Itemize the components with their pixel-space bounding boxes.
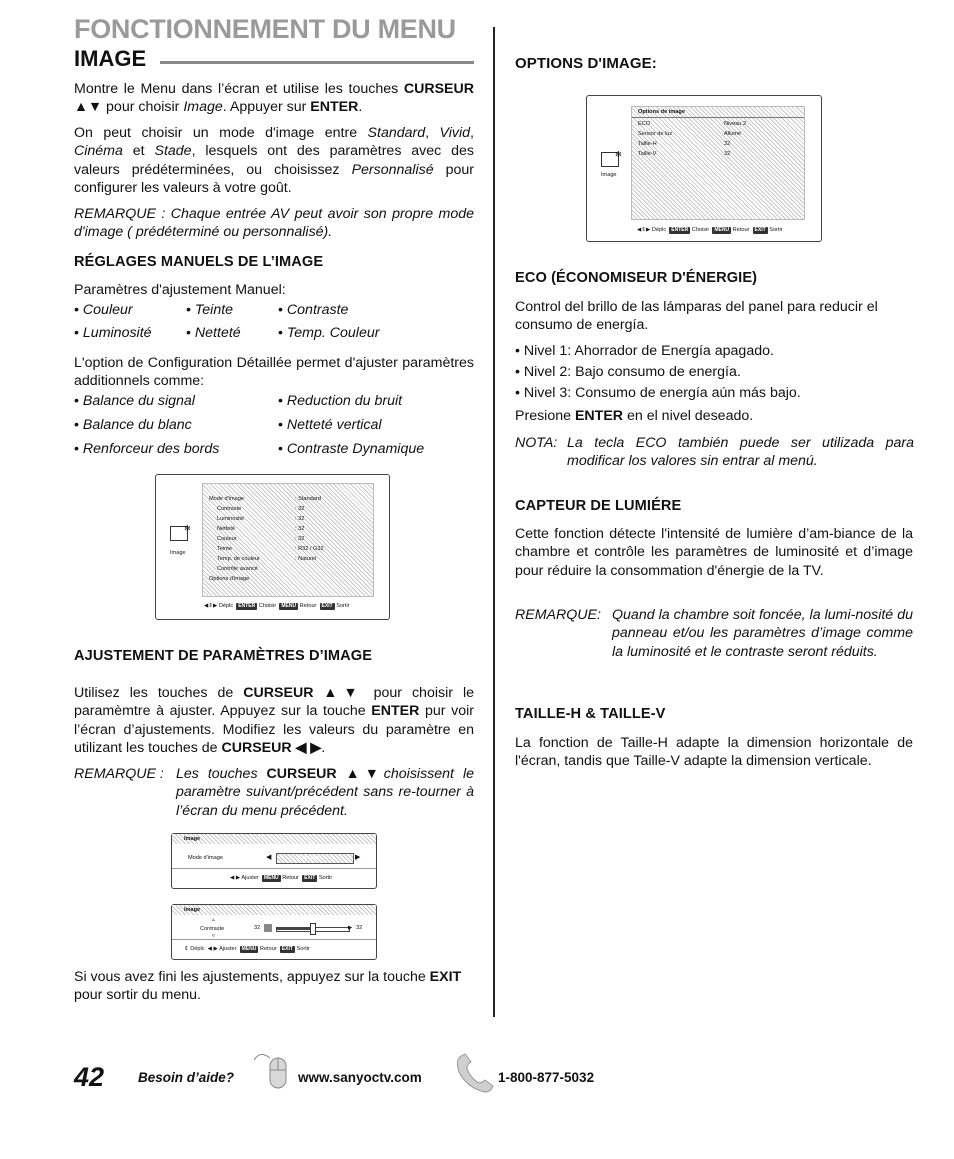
shot-value: Standard (298, 855, 321, 861)
menu-row-label: Contrôle avancé (217, 566, 258, 572)
menu-row-value: : Naturel (295, 556, 317, 562)
gear-icon: ✻ (615, 150, 622, 159)
remark-cursor: Les touches CURSEUR ▲▼choisissent le paramètre suivant/précédent sans re-tourner à l’écran du menu précédent. (176, 766, 474, 819)
menu-row-label: Contraste (217, 506, 242, 512)
list-item: • Couleur (74, 302, 133, 318)
menu-row-value: Allumé (724, 131, 742, 137)
eco-note: La tecla ECO también puede ser utilizada para modificar los valores sin entrar al menú. (567, 435, 914, 470)
menu-row-value: Niveau 2 (724, 121, 747, 127)
remark-label: REMARQUE : (74, 766, 164, 782)
note-label: NOTA: (515, 435, 558, 451)
exit-paragraph: Si vous avez fini les ajustements, appuyez sur la touche EXIT pour sortir du menu. (74, 969, 462, 1004)
menu-row-value: : 32 (295, 536, 305, 542)
menu-row-value: : 32 (295, 506, 305, 512)
menu-row-label: Luminosité (217, 516, 245, 522)
options-menu-screenshot (586, 95, 822, 242)
sensor-heading: CAPTEUR DE LUMIÉRE (515, 498, 682, 514)
list-item: • Contraste Dynamique (278, 441, 425, 457)
menu-row-label: Couleur (217, 536, 237, 542)
menu-row-label: Temp. de couleur (217, 556, 260, 562)
list-item: • Nivel 2: Bajo consumo de energía. (515, 364, 741, 380)
contrast-screenshot (171, 904, 377, 960)
list-item: • Nivel 3: Consumo de energía aún más bajo. (515, 385, 801, 401)
menu-footer: ◀⇕▶ Déplc ENTER Choisir MENU Retour EXIT Sortir (204, 603, 350, 609)
shot-titlebar (172, 834, 376, 844)
sensor-remark: Quand la chambre soit foncée, la lumi-nosité du panneau et/ou les paramètres d’image comme la luminosité et le contraste seront réduits. (612, 607, 913, 660)
menu-row-label: Taille-V (638, 151, 657, 157)
list-item: • Renforceur des bords (74, 441, 220, 457)
shot-title: Image (184, 836, 201, 842)
shot-title: Image (184, 907, 201, 913)
arrow-up-icon: ▵ (212, 917, 215, 923)
list-item: • Balance du blanc (74, 417, 192, 433)
arrow-left-icon: ◀ (266, 854, 272, 861)
list-item: • Luminosité (74, 325, 152, 341)
column-divider (493, 27, 495, 1017)
website-link[interactable]: www.sanyoctv.com (298, 1070, 422, 1085)
menu-row-label: Sensor de luz (638, 131, 673, 137)
list-item: • Contraste (278, 302, 349, 318)
shot-separator (172, 868, 376, 869)
menu-row-label: ECO (638, 121, 651, 127)
shot-footer: ◀ ▶ Ajuster MENU Retour EXIT Sortir (230, 875, 333, 881)
intro-paragraph: Montre le Menu dans l’écran et utilise les touches CURSEUR ▲▼ pour choisir Image. Appuyer sur ENTER. (74, 81, 474, 116)
page-number: 42 (74, 1062, 105, 1092)
adjust-heading: AJUSTEMENT DE PARAMÈTRES D’IMAGE (74, 648, 373, 664)
menu-footer: ◀⇕▶ Déplc ENTER Choisir MENU Retour EXIT Sortir (637, 227, 783, 233)
phone-icon (455, 1052, 495, 1094)
list-item: • Netteté vertical (278, 417, 382, 433)
arrow-right-icon: ▶ (355, 854, 361, 861)
adjust-paragraph: Utilisez les touches de CURSEUR ▲▼ pour choisir le paramèmtre à ajuster. Appuyez sur la touche ENTER pur voir l’écran d’ajustements. Modifiez les valeurs du paramètre en utilizant les touches de CURSEUR ◀ ▶. (74, 685, 474, 756)
menu-row-value: 32 (724, 151, 731, 157)
image-menu-screenshot (155, 474, 390, 620)
list-item: • Balance du signal (74, 393, 195, 409)
icon-label: Image (601, 172, 617, 178)
slider-fill (276, 927, 312, 930)
arrow-down-icon: ▿ (212, 933, 215, 939)
menu-panel (202, 483, 374, 597)
icon-label: Image (170, 550, 186, 556)
list-item: • Netteté (186, 325, 241, 341)
eco-press: Presione ENTER en el nivel deseado. (515, 408, 754, 424)
list-item: • Teinte (186, 302, 234, 318)
mode-screenshot (171, 833, 377, 889)
eco-paragraph: Control del brillo de las lámparas del panel para reducir el consumo de energía. (515, 299, 878, 334)
slider-minus-icon (264, 924, 272, 932)
shot-titlebar (172, 905, 376, 915)
section-title: IMAGE (74, 46, 147, 71)
gear-icon: ✻ (184, 524, 191, 533)
menu-panel (631, 106, 805, 220)
slider-min-value: 32 (254, 925, 261, 931)
menu-row-label: Netteté (217, 526, 236, 532)
eco-heading: ECO (ÉCONOMISEUR D'ÉNERGIE) (515, 270, 758, 286)
menu-row-value: : 32 (295, 526, 305, 532)
menu-row-label: Mode d'image (209, 496, 244, 502)
manual-intro: Paramètres d'ajustement Manuel: (74, 282, 286, 298)
sensor-paragraph: Cette fonction détecte l'intensité de lumière d’am-biance de la chambre et contrôle les paramètres de luminosité et d’image pour réduire la consommation d'énergie de la TV. (515, 526, 913, 579)
advanced-intro: L'option de Configuration Détaillée permet d'ajuster paramètres additionnels comme: (74, 355, 474, 390)
shot-separator (172, 939, 376, 940)
shot-label: Contraste (200, 926, 225, 932)
title-underline (160, 61, 474, 64)
menu-row-label: Options d'image (209, 576, 250, 582)
mouse-icon (252, 1048, 292, 1092)
slider-value: 32 (356, 925, 363, 931)
menu-title: Options de image (638, 109, 685, 115)
mode-paragraph: On peut choisir un mode d'image entre Standard, Vivid, Cinéma et Stade, lesquels ont des paramètres avec des valeurs prédéterminées, ou choisissez Personnalisé pour configurer les valeurs à votre goût. (74, 125, 475, 196)
options-heading: OPTIONS D'IMAGE: (515, 55, 657, 72)
menu-row-value: : 32 (295, 516, 305, 522)
manual-heading: RÉGLAGES MANUELS DE L’IMAGE (74, 254, 324, 270)
slider-thumb (310, 923, 316, 935)
menu-title-rule (632, 117, 804, 118)
menu-row-value: : Standard (295, 496, 321, 502)
page-title: FONCTIONNEMENT DU MENU (74, 14, 456, 44)
slider-right-arrow-icon: ▶ (348, 925, 353, 931)
help-text: Besoin d’aide? (138, 1070, 235, 1085)
list-item: • Temp. Couleur (278, 325, 380, 341)
menu-row-value: 32 (724, 141, 731, 147)
list-item: • Reduction du bruit (278, 393, 403, 409)
phone-number: 1-800-877-5032 (498, 1070, 595, 1085)
menu-row-label: Teinte (217, 546, 232, 552)
list-item: • Nivel 1: Ahorrador de Energía apagado. (515, 343, 774, 359)
shot-footer: ⇕ Déplc ◀ ▶ Ajuster MENU Retour EXIT Sortir (184, 946, 310, 952)
menu-row-label: Taille-H (638, 141, 657, 147)
remark-av: REMARQUE : Chaque entrée AV peut avoir son propre mode d'image ( prédéterminé ou personnalisé). (74, 206, 474, 241)
remark-label: REMARQUE: (515, 607, 601, 623)
size-heading: TAILLE-H & TAILLE-V (515, 706, 666, 722)
shot-label: Mode d'image (188, 855, 223, 861)
size-paragraph: La fonction de Taille-H adapte la dimension horizontale de l'écran, tandis que Taille-V adapte la dimension verticale. (515, 735, 913, 770)
menu-row-value: : R32 / G32 (295, 546, 324, 552)
